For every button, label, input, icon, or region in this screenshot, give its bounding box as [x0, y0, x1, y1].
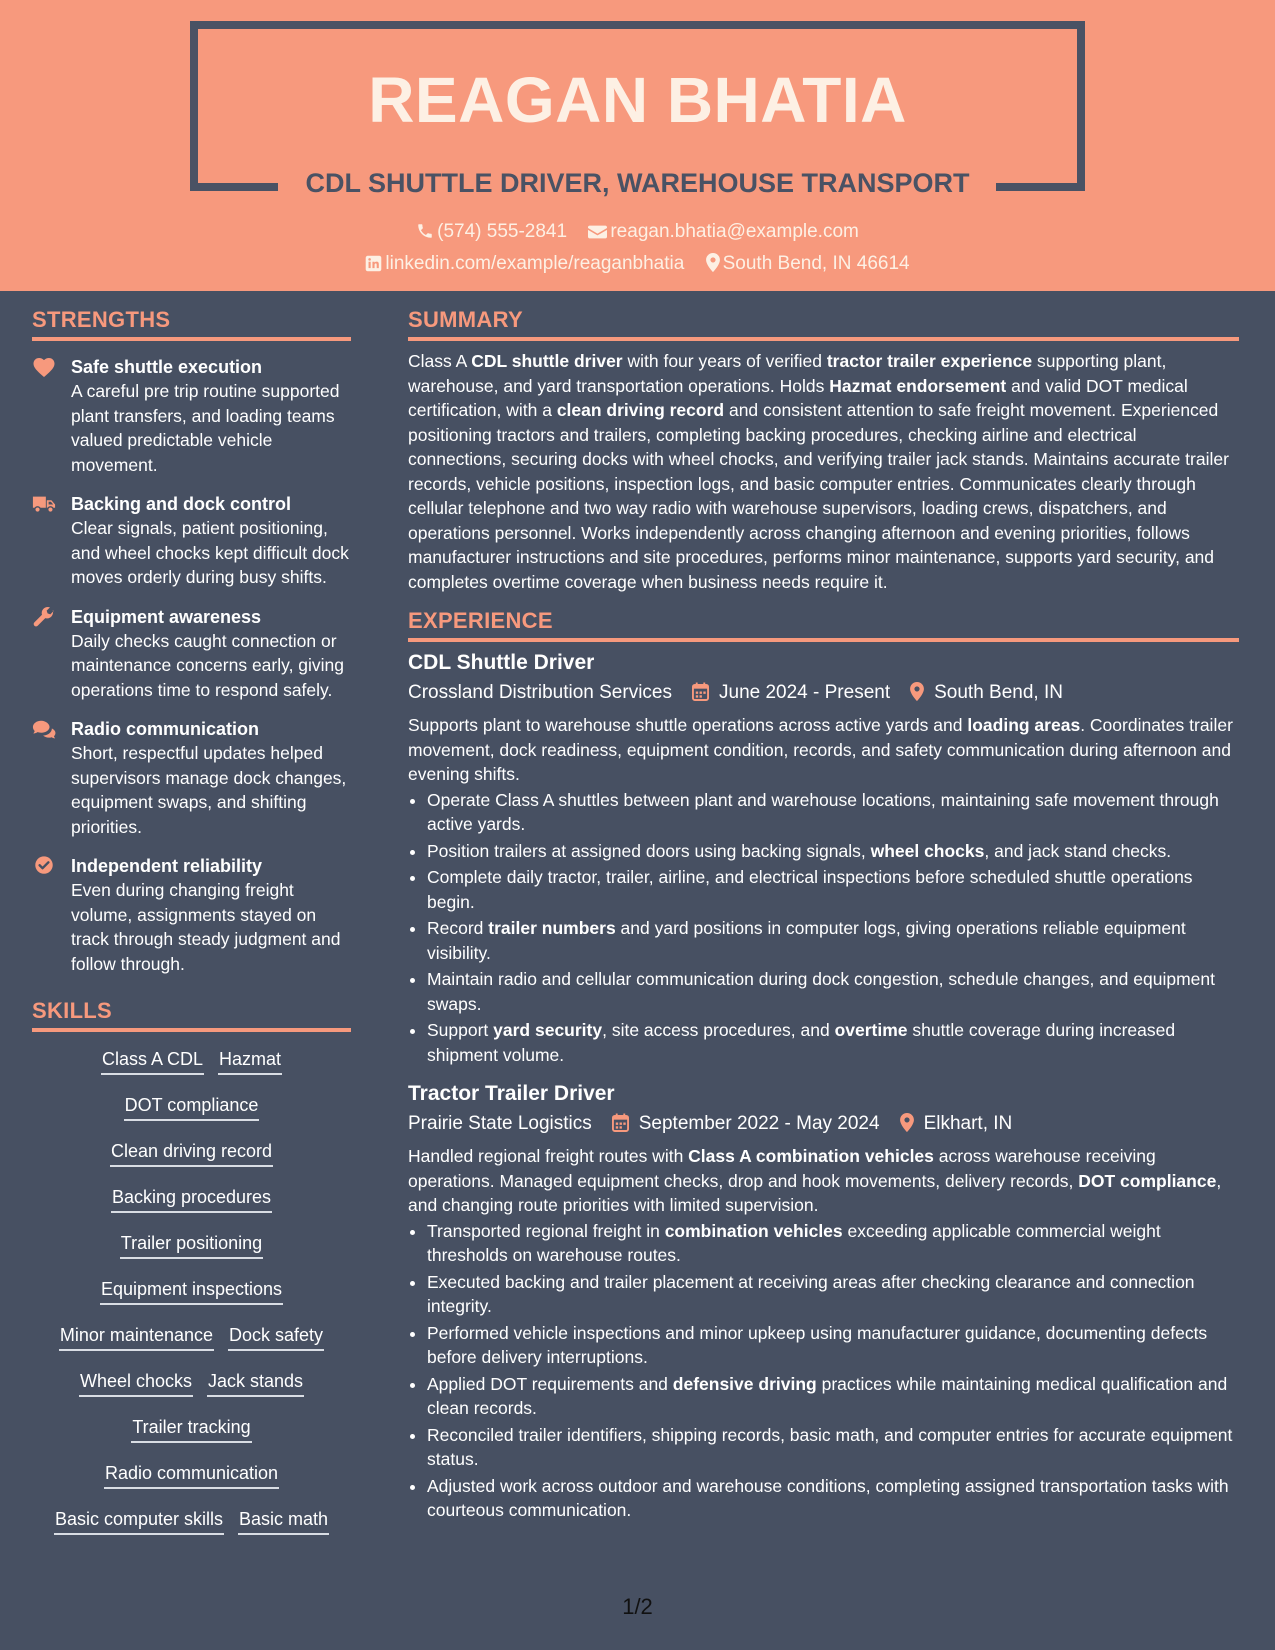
contact-location: [706, 251, 910, 277]
skill-row: [32, 1460, 351, 1489]
job-meta: [408, 679, 1239, 707]
right-column: [408, 305, 1239, 1525]
job-bullet: • Adjusted work across outdoor and warehouse conditions, completing assigned transportation tasks with courteous communication.: [427, 1474, 1239, 1523]
candidate-title: CDL SHUTTLE DRIVER, WAREHOUSE TRANSPORT: [305, 168, 970, 198]
summary-heading: SUMMARY: [408, 305, 1239, 341]
strength-title: Backing and dock control: [71, 494, 292, 514]
check-circle-icon: [32, 855, 56, 877]
job-bullet: • Executed backing and trailer placement at receiving areas after checking clearance and connection integrity.: [427, 1270, 1239, 1319]
skill-tag: Trailer positioning: [120, 1230, 263, 1259]
job-bullet: • Support yard security, site access procedures, and overtime shuttle coverage during increased shipment volume.: [427, 1018, 1239, 1067]
strength-title: Radio communication: [71, 719, 260, 739]
skill-tag: Clean driving record: [110, 1138, 273, 1167]
linkedin-text: linkedin.com/example/reaganbhatia: [385, 253, 685, 274]
job-bullet: • Reconciled trailer identifiers, shipping records, basic math, and computer entries for accurate equipment status.: [427, 1423, 1239, 1472]
resume-header: [0, 0, 1275, 291]
left-column: [32, 305, 351, 1552]
candidate-name: REAGAN BHATIA: [368, 64, 907, 136]
strength-item: [32, 492, 351, 590]
map-marker-icon: [706, 253, 720, 272]
bold-phrase: overtime: [834, 1020, 908, 1040]
bold-phrase: Hazmat endorsement: [829, 375, 1007, 396]
skills-list: [32, 1046, 351, 1535]
skill-tag: Basic math: [238, 1506, 329, 1535]
strength-desc: Even during changing freight volume, assignments stayed on track through steady judgment and follow through.: [71, 880, 341, 974]
skill-row: [32, 1276, 351, 1305]
skill-row: [32, 1414, 351, 1443]
skill-row: [32, 1506, 351, 1535]
strength-title: Safe shuttle execution: [71, 357, 263, 377]
job-bullet: • Operate Class A shuttles between plant and warehouse locations, maintaining safe movement through active yards.: [427, 788, 1239, 837]
bold-phrase: clean driving record: [556, 400, 725, 420]
linkedin-icon: [365, 255, 382, 272]
bold-phrase: CDL shuttle driver: [471, 351, 623, 371]
strength-item: [32, 717, 351, 839]
job-bullet: • Maintain radio and cellular communication during dock congestion, schedule changes, and equipment swaps.: [427, 967, 1239, 1016]
strengths-list: [32, 355, 351, 976]
skills-heading: SKILLS: [32, 996, 351, 1032]
skill-row: [32, 1138, 351, 1167]
contact-linkedin[interactable]: [365, 251, 684, 277]
skill-tag: Radio communication: [104, 1460, 279, 1489]
job-company: Prairie State Logistics: [408, 1113, 592, 1134]
skill-tag: Dock safety: [228, 1322, 324, 1351]
bold-phrase: tractor trailer experience: [826, 351, 1033, 371]
bold-phrase: trailer numbers: [488, 918, 616, 938]
skill-row: [32, 1368, 351, 1397]
strength-desc: A careful pre trip routine supported plant transfers, and loading teams valued predictable vehicle movement.: [71, 381, 340, 475]
job-entry: [408, 648, 1239, 1067]
skill-tag: Jack stands: [207, 1368, 304, 1397]
skill-tag: DOT compliance: [124, 1092, 260, 1121]
strength-title: Equipment awareness: [71, 606, 262, 627]
summary-text: Class A CDL shuttle driver with four years of verified tractor trailer experience supporting plant, warehouse, and yard transportation operations. Holds Hazmat endorsement and valid DOT medical certification, with a clean driving record and consistent attention to safe freight movement. Experienced positioning tractors and trailers, completing backing procedures, checking airline and electrical connections, securing docks with wheel chocks, and verifying trailer jack stands. Maintains accurate trailer records, vehicle positions, inspection logs, and basic computer entries. Communicates clearly through cellular telephone and two way radio with warehouse supervisors, loading crews, dispatchers, and operations personnel. Works independently across changing afternoon and evening priorities, follows manufacturer instructions and site procedures, performs minor maintenance, supports yard security, and completes overtime coverage when business needs require it.: [408, 351, 1229, 592]
calendar-icon: [692, 682, 709, 701]
skill-tag: Basic computer skills: [54, 1506, 224, 1535]
job-bullet: • Applied DOT requirements and defensive driving practices while maintaining medical qualification and clean records.: [427, 1372, 1239, 1421]
job-description: Handled regional freight routes with Class A combination vehicles across warehouse receiving operations. Managed equipment checks, drop and hook movements, delivery records, DOT compliance, and changing route priorities with limited supervision.: [408, 1146, 1222, 1215]
bold-phrase: defensive driving: [672, 1373, 817, 1394]
location-text: South Bend, IN 46614: [722, 253, 910, 274]
job-location: South Bend, IN: [934, 682, 1063, 703]
job-location: Elkhart, IN: [923, 1113, 1013, 1134]
bold-phrase: Class A combination vehicles: [688, 1146, 934, 1166]
job-dates: September 2022 - May 2024: [638, 1113, 880, 1134]
strengths-heading: STRENGTHS: [32, 305, 351, 341]
skill-row: [32, 1230, 351, 1259]
job-bullet: • Performed vehicle inspections and minor upkeep using manufacturer guidance, documenting defects before delivery interruptions.: [427, 1321, 1239, 1370]
skill-row: [32, 1322, 351, 1351]
job-bullet: • Complete daily tractor, trailer, airline, and electrical inspections before scheduled shuttle operations begin.: [427, 865, 1239, 914]
job-title: CDL Shuttle Driver: [408, 651, 595, 674]
contact-row-2: [0, 251, 1275, 277]
job-company: Crossland Distribution Services: [408, 682, 672, 703]
bold-phrase: loading areas: [967, 715, 1081, 735]
job-title: Tractor Trailer Driver: [408, 1082, 615, 1105]
skill-tag: Wheel chocks: [79, 1368, 193, 1397]
contact-phone[interactable]: [416, 219, 567, 245]
map-marker-icon: [910, 682, 924, 701]
job-entry: [408, 1079, 1239, 1523]
skill-tag: Trailer tracking: [131, 1414, 251, 1443]
phone-icon: [416, 222, 434, 240]
calendar-icon: [612, 1113, 629, 1132]
skill-tag: Class A CDL: [101, 1046, 204, 1075]
skill-row: [32, 1184, 351, 1213]
job-bullet: • Transported regional freight in combination vehicles exceeding applicable commercial weight thresholds on warehouse routes.: [427, 1219, 1239, 1268]
bold-phrase: combination vehicles: [664, 1220, 843, 1241]
bold-phrase: yard security: [493, 1020, 603, 1040]
skill-tag: Backing procedures: [111, 1184, 272, 1213]
email-text: reagan.bhatia@example.com: [610, 221, 859, 242]
bold-phrase: wheel chocks: [870, 840, 985, 861]
map-marker-icon: [900, 1113, 914, 1132]
skill-row: [32, 1046, 351, 1075]
job-bullet: • Position trailers at assigned doors using backing signals, wheel chocks, and jack stand checks.: [427, 839, 1239, 864]
contact-row-1: [0, 219, 1275, 245]
heart-icon: [32, 356, 56, 378]
experience-heading: EXPERIENCE: [408, 606, 1239, 642]
strength-item: [32, 605, 351, 703]
truck-icon: [32, 493, 56, 515]
skill-tag: Hazmat: [218, 1046, 282, 1075]
page-number: 1/2: [622, 1594, 653, 1619]
job-bullets: [408, 788, 1239, 1068]
job-description: Supports plant to warehouse shuttle operations across active yards and loading areas. Coordinates trailer movement, dock readiness, equipment condition, records, and safety communication during afternoon and evening shifts.: [408, 715, 1233, 784]
job-bullet: • Record trailer numbers and yard positions in computer logs, giving operations reliable equipment visibility.: [427, 916, 1239, 965]
job-meta: [408, 1110, 1239, 1138]
skill-row: [32, 1092, 351, 1121]
wrench-icon: [32, 606, 56, 628]
skill-tag: Equipment inspections: [100, 1276, 283, 1305]
strength-desc: Daily checks caught connection or maintenance concerns early, giving operations time to respond safely.: [71, 630, 345, 700]
job-dates: June 2024 - Present: [719, 682, 891, 703]
strength-desc: Short, respectful updates helped supervisors manage dock changes, equipment swaps, and shifting priorities.: [71, 743, 347, 837]
strength-item: [32, 355, 351, 477]
comments-icon: [32, 718, 56, 740]
strength-item: [32, 854, 351, 976]
skill-tag: Minor maintenance: [59, 1322, 214, 1351]
strength-desc: Clear signals, patient positioning, and wheel chocks kept difficult dock moves orderly during busy shifts.: [71, 518, 349, 587]
phone-text: (574) 555-2841: [437, 221, 568, 242]
bold-phrase: DOT compliance: [1078, 1170, 1217, 1191]
job-bullets: [408, 1219, 1239, 1523]
strength-title: Independent reliability: [71, 856, 263, 876]
envelope-icon: [588, 224, 607, 240]
contact-email[interactable]: [588, 219, 858, 245]
